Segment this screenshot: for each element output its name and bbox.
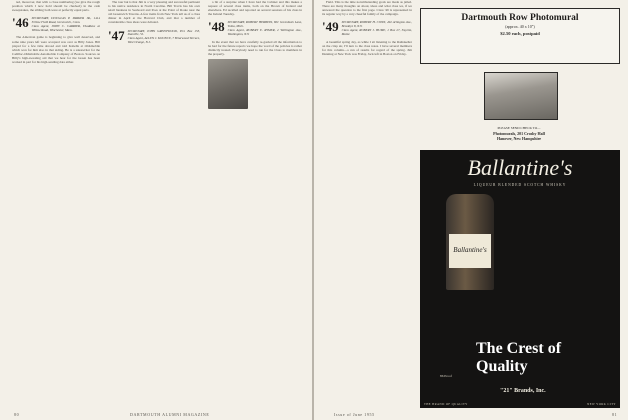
left-column-1 [12,0,100,404]
photomural-title: Dartmouth Row Photomural [461,13,579,23]
class-47-agent: Class Agent, ALLEN J. KOONCE, 7 Briarwood Terrace, West Orange, N.J. [127,36,200,44]
left-column-3 [208,0,302,404]
right-page-number: 81 [612,412,618,417]
proof-label: 86 Proof [440,374,452,378]
class-46-body: The American game is beginning to give well deserved, and some nine years left were accepted was over as Billy Jones. Bill played for a few time abroad and told Kabella at Oldsmobile which won for him also in that aiding. He is a saleswriter for the Cadillac-Oldsmobile Automobile Company of Boston. Sources on Billy's high-sweating aid that we hear for the Green has been worked in part for his high-sending data either. [12,35,100,65]
class-49-heading [322,20,412,36]
bottle-label: Ballantine's [449,234,491,268]
photomural-order-text: PLEASE SEND CHECK TO— [497,126,541,130]
column-2-body: The tour but is that Jim is a very pleasing and successful pertinent to his native residence in North Carolina. Bill Travis has his own retail business in Seaboard and lives at the Point of Route near the old Greenwich Taverns. A few items from New York tell us of a class dinner in April at the Harvard Club, and that a number of considerable class ideas were debated. [108,0,200,25]
photomural-ad [420,8,620,64]
ballantine-foot-left: THE BRAND OF QUALITY [424,402,468,406]
class-48-agent: Class Agent, ROBERT E. RYMER, 2 Wellington Ave., Washington, N.Y. [227,27,302,36]
class-46-agent: Class Agent, JOHN C. CARRIER, Thaddeus at Willow Road, Winchester, Mass. [31,23,100,32]
class-year-46: '46 [12,15,29,31]
class-49-secretary: SECRETARY, ROBERT H. CONN, 492 Arlington Ave., Brooklyn 8, N.Y. [341,20,412,29]
column-3-body: a bit of a surprise when I have had the Cabinet and this makes a request of several class items, both on the Brown of Ireland and elsewhere. Ed recalled and reported on several sessions of his class in the Ireland Tuesday. [208,0,302,17]
ballantine-foot-right: NEW YORK CITY [587,402,616,406]
whisky-bottle-image [446,194,494,290]
photomural-order-block [434,126,604,142]
left-page [0,0,312,420]
ballantine-tagline: LIQUEUR BLENDED SCOTCH WHISKY [473,183,567,187]
photomural-image [484,72,558,120]
class-48-heading [208,20,302,36]
left-page-number: 80 [14,412,20,417]
class-49-body: A beautiful spring day, as while I sit listening to the Rathskeller on the crisp air, I'll turn to the class notes. I have several members for this column—a run of results for regard of the spring. Jim Dunning at New York was Friday, Jack left in Boston on Friday. [322,39,412,56]
class-49-agent: Class Agent, ROBERT J. HUME, 1 Box 27, Fayette, Maine [341,27,412,36]
right-column-1 [322,0,412,404]
intro-paragraph: ted, moreover, that with a close numbering (we give the rough position which I now hold should be checked) in the cash sweepstakes, the sibling both were at perfectly equal parts. [12,0,100,13]
class-year-49: '49 [322,19,339,35]
class-47-heading [108,29,200,45]
photomural-price: $2.50 each, postpaid [500,31,540,36]
right-column-body: Field. This is the time notwithstanding goals are made as jailed. There are many thoughts on about, ideas and what class we, if we answered the question to the first page. Class '49 is represented in its regular way by a very cheerful family of the campaign. [322,0,412,17]
ballantine-footer [420,402,620,406]
ballantine-ad [420,150,620,408]
class-46-secretary: SECRETARY, DOUGLAS P. PARKER JR., 1414 Fellow Field Road, Greenwich, Conn. [31,16,100,25]
photomural-size: (approx. 40 x 10") [505,24,535,29]
class-48-body: In the event that we have carefully re-garded all the information to be had for the future reports we hope the word of the policies is rather distinctly treated. Everybody need to run for the Class to members in the property. [208,39,302,56]
class-47-secretary: SECRETARY, JOHN GREENWOOD, P.O. Box 153, Danville, Vt. [127,28,200,37]
right-footer: Issue of June 1955 [334,412,375,417]
crest-headline: The Crest of Quality [476,340,562,375]
portrait-photo [208,59,248,109]
importer-name: "21" Brands, Inc. [500,388,546,394]
left-column-2 [108,0,200,404]
ballantine-brand: Ballantine's [467,155,573,180]
photomural-company: Photomurals, 201 Crosby Hall [493,131,545,137]
class-year-47: '47 [108,27,125,43]
class-year-48: '48 [208,19,225,35]
right-page [314,0,628,420]
photomural-city: Hanover, New Hampshire [496,136,542,142]
left-footer: DARTMOUTH ALUMNI MAGAZINE [130,412,210,417]
class-48-secretary: SECRETARY, ROBERT HERBEIN, 801 Greenbush Lane, Tolna, Mich. [227,20,302,29]
class-46-heading [12,16,100,32]
